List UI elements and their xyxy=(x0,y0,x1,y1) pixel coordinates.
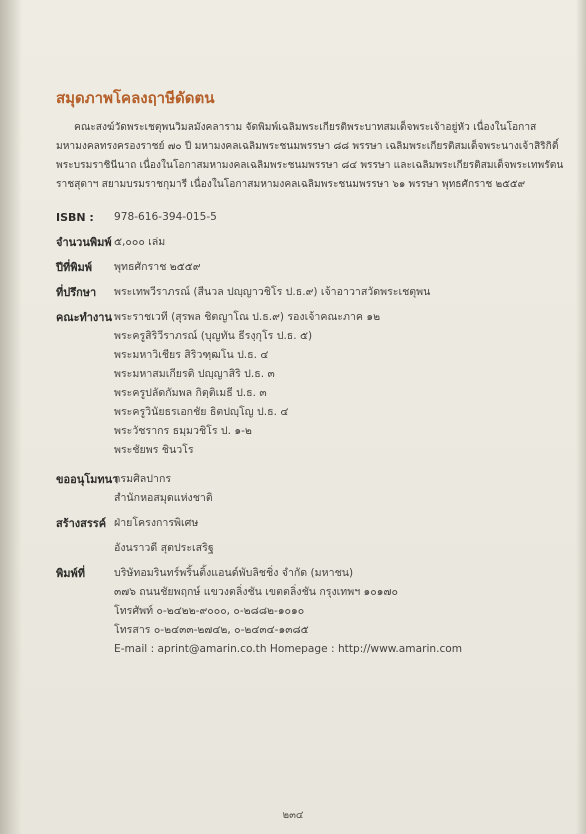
dedication-line: พระบรมราชินีนาถ เนื่องในโอกาสมหามงคลเฉลิมพระชนมพรรษา ๘๔ พรรษา และเฉลิมพระเกียรติสมเด็จพระเทพรัตน xyxy=(56,160,564,171)
committee-member: พระชัยพร ชินวโร xyxy=(114,444,194,456)
committee-member: พระครูวินัยธรเอกชัย ธิตปญฺโญ ป.ธ. ๔ xyxy=(114,406,289,418)
print-year-value: พุทธศักราช ๒๕๕๙ xyxy=(114,261,201,273)
committee-member: พระวัชรากร ธมฺมวชิโร ป. ๑-๒ xyxy=(114,425,252,437)
creative-label: สร้างสรรค์ xyxy=(56,517,107,530)
committee-member: พระมหาสมเกียรติ ปญฺญาสิริ ป.ธ. ๓ xyxy=(114,368,275,380)
dedication-line: ราชสุดาฯ สยามบรมราชกุมารี เนื่องในโอกาสมหามงคลเฉลิมพระชนมพรรษา ๖๑ พรรษา พุทธศักราช ๒๕๕๙ xyxy=(56,179,526,190)
publication-details xyxy=(56,208,566,659)
printer-phone: โทรศัพท์ ๐-๒๔๒๒-๙๐๐๐, ๐-๒๘๘๒-๑๐๑๐ xyxy=(114,605,305,617)
printer-name: บริษัทอมรินทร์พริ้นติ้งแอนด์พับลิชชิ่ง จำกัด (มหาชน) xyxy=(114,567,354,579)
creative-line: อังนราวดี สุตประเสริฐ xyxy=(114,542,214,554)
isbn-label: ISBN : xyxy=(56,211,94,224)
dedication-line: มหามงคลทรงครองราชย์ ๗๐ ปี มหามงคลเฉลิมพระชนมพรรษา ๘๘ พรรษา เฉลิมพระเกียรติสมเด็จพระนางเจ้าสิริกิติ์ xyxy=(56,141,559,152)
book-title: สมุดภาพโคลงฤาษีดัดตน xyxy=(56,89,215,107)
thanks-line: กรมศิลปากร xyxy=(114,473,172,485)
thanks-row xyxy=(56,470,566,508)
print-count-value: ๕,๐๐๐ เล่ม xyxy=(114,236,166,248)
printer-row xyxy=(56,564,566,659)
isbn-row xyxy=(56,208,566,227)
colophon xyxy=(56,86,566,659)
committee-list xyxy=(114,308,566,460)
committee-member: พระมหาวิเชียร สิริวฑฺฒโน ป.ธ. ๔ xyxy=(114,349,269,361)
dedication-paragraph xyxy=(56,118,566,194)
print-year-row xyxy=(56,258,566,277)
printer-label: พิมพ์ที่ xyxy=(56,567,86,580)
committee-member: พระราชเวที (สุรพล ชิตญาโณ ป.ธ.๙) รองเจ้าคณะภาค ๑๒ xyxy=(114,311,381,323)
thanks-label: ขออนุโมทนา xyxy=(56,473,119,486)
print-year-label: ปีที่พิมพ์ xyxy=(56,261,92,274)
advisor-row xyxy=(56,283,566,302)
page-edge xyxy=(576,0,586,834)
advisor-label: ที่ปรึกษา xyxy=(56,286,97,299)
printer-contact: E-mail : aprint@amarin.co.th Homepage : http://www.amarin.com xyxy=(114,643,463,655)
thanks-line: สำนักหอสมุดแห่งชาติ xyxy=(114,492,213,504)
print-count-label: จำนวนพิมพ์ xyxy=(56,236,112,249)
committee-member: พระครูสิริวีราภรณ์ (บุญทัน ธีรงฺกุโร ป.ธ. ๕) xyxy=(114,330,313,342)
dedication-line: คณะสงฆ์วัดพระเชตุพนวิมลมังคลาราม จัดพิมพ์เฉลิมพระเกียรติพระบาทสมเด็จพระเจ้าอยู่หัว เนื่องในโอกาส xyxy=(74,122,537,133)
committee-row xyxy=(56,308,566,460)
page-spine-shadow xyxy=(0,0,22,834)
committee-member: พระครูปลัดกัมพล กิตฺติเมธี ป.ธ. ๓ xyxy=(114,387,267,399)
isbn-value: 978-616-394-015-5 xyxy=(114,211,217,223)
printer-address: ๓๗๖ ถนนชัยพฤกษ์ แขวงตลิ่งชัน เขตตลิ่งชัน กรุงเทพฯ ๑๐๑๗๐ xyxy=(114,586,398,598)
page-number: ๒๓๔ xyxy=(282,810,304,821)
creative-row xyxy=(56,514,566,558)
creative-line: ฝ่ายโครงการพิเศษ xyxy=(114,517,199,529)
printer-fax: โทรสาร ๐-๒๔๓๓-๒๗๔๒, ๐-๒๔๓๔-๑๓๘๕ xyxy=(114,624,309,636)
advisor-value: พระเทพวีราภรณ์ (สีนวล ปญฺญาวชิโร ป.ธ.๙) เจ้าอาวาสวัดพระเชตุพน xyxy=(114,286,431,298)
committee-label: คณะทำงาน xyxy=(56,311,112,324)
print-count-row xyxy=(56,233,566,252)
